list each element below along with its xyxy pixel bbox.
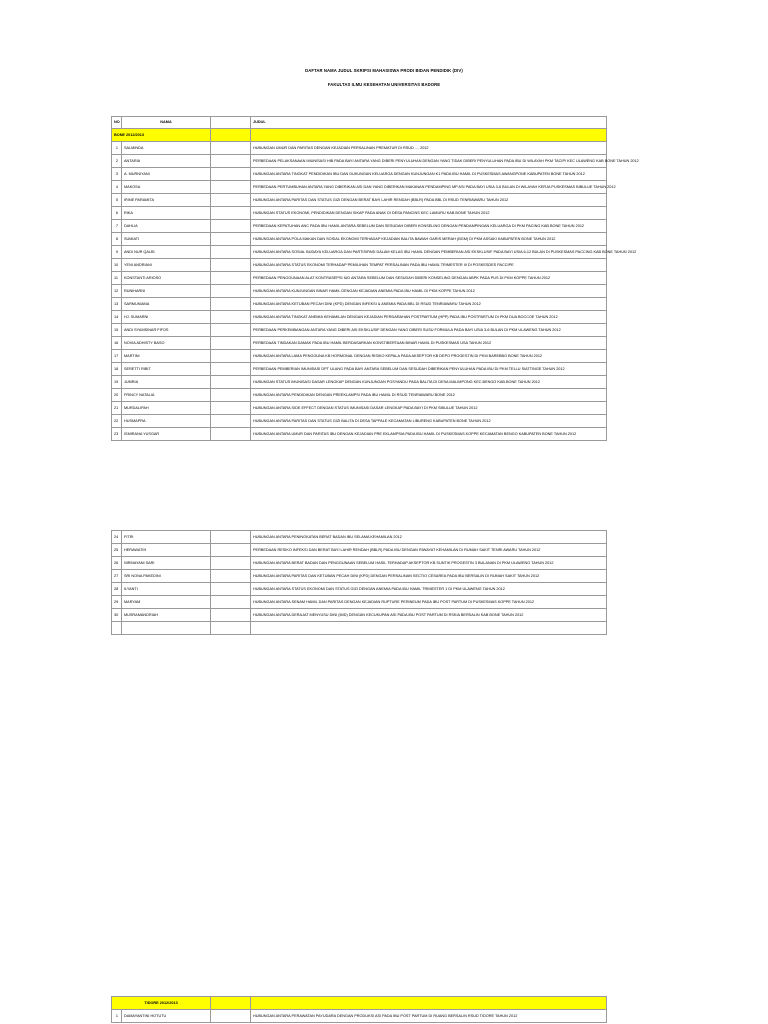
row-judul: PERBEDAAN KEPATUHAN ANC PADA IBU HAMIL ANTARA SEBELUM DAN SESUDAH DIBERI KONSELING DENGAN PENDAMPINGAN KELUARGA DI PKM PACING KAB BONE TAHUN 2012: [251, 220, 607, 233]
row-empty: [211, 557, 251, 570]
row-empty: [211, 311, 251, 324]
table-row: [112, 363, 607, 376]
row-empty: [211, 337, 251, 350]
row-number: 18: [112, 363, 122, 376]
row-number: 26: [112, 557, 122, 570]
row-nama: ANTARIA: [122, 155, 211, 168]
row-nama: SUMIATI: [122, 233, 211, 246]
row-nama: NOVIA ADHISTY BASO: [122, 337, 211, 350]
row-number: 4: [112, 181, 122, 194]
row-judul: HUBUNGAN ANTARA PENINGKATAN BERAT BADAN IBU SELAMA KEHAMILAN 2012: [251, 531, 607, 544]
row-nama: MAKOSA: [122, 181, 211, 194]
row-judul: HUBUNGAN STATUS EKONOMI, PENDIDIKAN DENGAN SIKAP PADA ANAK DI DESA PANCINS KEC LAMURU KAB BONE TAHUN 2012: [251, 207, 607, 220]
table-row: [112, 155, 607, 168]
row-empty: [211, 272, 251, 285]
row-judul: HUBUNGAN ANTARA TINGKAT ANEMIA KEHAMILAN DENGAN KEJADIAN PERDARAHAN POSTPARTUM (HPP) PADA IBU POSTPARTUM DI PKM DUA BOCCOE TAHUN 2012: [251, 311, 607, 324]
row-nama: JUMRIA: [122, 376, 211, 389]
row-judul: PERBEDAAN PEMBERIAN IMUNISASI DPT ULANG PADA BAYI ANTARA SEBELUM DAN SESUDAH DIBERIKAN PENYULUHAN PADA IBU DI PKM TELLU SIATTINGE TAHUN 2012: [251, 363, 607, 376]
section-label: TIDORE 2012/2013: [112, 997, 211, 1010]
row-nama: KONSTANTI ARIOSO: [122, 272, 211, 285]
row-judul: HUBUNGAN ANTARA PERAWATAN PAYUDARA DENGAN PRODUKSI ASI PADA IBU POST PARTUM DI RUANG BERSALIN RSUD TIDORE TAHUN 2012: [251, 1010, 607, 1023]
row-number: 27: [112, 570, 122, 583]
row-nama: HERAWATIH: [122, 544, 211, 557]
table-row: [112, 246, 607, 259]
table-row: [112, 402, 607, 415]
row-judul: PERBEDAAN TINDAKAN DAMAK PADA IBU HAMIL BERDASARKAN KONSTIBERTAAN BINAR HAMIL DI PUSKESMAS USA TAHUN 2012: [251, 337, 607, 350]
page-title: DAFTAR NAMA JUDUL SKRIPSI MAHASISWA PRODI BIDAN PENDIDIK (DIV): [305, 68, 463, 73]
table-row: [112, 609, 607, 622]
table-row: [112, 376, 607, 389]
table-row: [112, 207, 607, 220]
row-empty: [211, 285, 251, 298]
row-nama: RUNIHARNI: [122, 285, 211, 298]
row-nama: ANDI NUR QALBI: [122, 246, 211, 259]
row-judul: PERBEDAAN RESIKO INFEKSI DAN BERAT BAYI LAHIR RENDAH (BBLR) PADA IBU DENGAN RIWAYAT KEHAMILAN DI RUMAH SAKIT TENRI AWARU TAHUN 2012: [251, 544, 607, 557]
table-row: [112, 415, 607, 428]
row-judul: HUBUNGAN UMUR DAN PARITAS DENGAN KEJADIAN PERSALINAN PREMATUR DI RSUD .... 2012: [251, 142, 607, 155]
table-row: [112, 350, 607, 363]
table-row: [112, 285, 607, 298]
table-row: [112, 1010, 607, 1023]
table-row: [112, 428, 607, 441]
table-row: [112, 311, 607, 324]
table-row: [112, 337, 607, 350]
table-row: [112, 583, 607, 596]
thesis-table-bone-continued: [111, 530, 607, 635]
blank-row: [112, 622, 607, 635]
row-empty: [211, 1010, 251, 1023]
row-nama: MARYAM: [122, 596, 211, 609]
row-empty: [211, 350, 251, 363]
row-number: 12: [112, 285, 122, 298]
row-empty: [211, 259, 251, 272]
table-row: [112, 596, 607, 609]
section-label: BONE 2012/2013: [112, 129, 211, 142]
row-nama: FRINCY NATALIA: [122, 389, 211, 402]
row-empty: [211, 415, 251, 428]
row-judul: HUBUNGAN ANTARA STATUS EKONOMI DAN STATUS GIZI DENGAN ANEMIA PADA IBU HAMIL TRIMESTER 1 DI PKM ULAWENG TAHUN 2012: [251, 583, 607, 596]
table-row: [112, 324, 607, 337]
row-number: 8: [112, 233, 122, 246]
row-empty: [211, 194, 251, 207]
row-empty: [211, 570, 251, 583]
row-nama: NIRMAYANI SARI: [122, 557, 211, 570]
row-empty: [211, 609, 251, 622]
row-empty: [211, 181, 251, 194]
row-judul: PERBEDAAN PELAKSANAAN IMUNISASI HIB PADA BAYI ANTARA YANG DIBERI PENYULUHAN DENGAN YANG TIDAK DIBERI PENYULUHAN PADA IBU DI WILAYAH PKM TACIPI KEC ULAWENG KAB BONE TAHUN 2012: [251, 155, 607, 168]
row-number: 10: [112, 259, 122, 272]
row-judul: HUBUNGAN ANTARA BERAT BADAN DAN PENGGUNAAN SEBELUM HASIL TERHADAP AKSEPTOR KB SUNTIK PROGESTIN 3 BULANAN DI PKM ULAWENG TAHUN 2012: [251, 557, 607, 570]
row-number: 24: [112, 531, 122, 544]
row-empty: [211, 402, 251, 415]
row-number: 7: [112, 220, 122, 233]
row-empty: [211, 324, 251, 337]
row-judul: HUBUNGAN ANTARA DERAJAT MENYUSU DINI (IMD) DENGAN KECUKUPAN ASI PADA IBU POST PARTUM DI RSKIA BERSALIN KAB BONE TAHUN 2012: [251, 609, 607, 622]
row-empty: [211, 583, 251, 596]
row-nama: ILYANTI: [122, 583, 211, 596]
table-row: [112, 557, 607, 570]
row-number: 14: [112, 311, 122, 324]
header-no: NO: [112, 117, 122, 129]
row-empty: [211, 428, 251, 441]
row-number: 23: [112, 428, 122, 441]
row-nama: MUSRAMANDRIAH: [122, 609, 211, 622]
row-empty: [211, 207, 251, 220]
row-nama: ISMIRANA YUSGAR: [122, 428, 211, 441]
row-judul: HUBUNGAN ANTARA UMUR DAN PARITAS IBU DENGAN KEJADIAN PRE EKLAMPSIA PADA IBU HAMIL DI PUSKESMAS KOPPE KECAMATAN BENGO KABUPATEN BONE TAHUN 2012: [251, 428, 607, 441]
row-judul: HUBUNGAN ANTARA TINGKAT PENDIDIKAN IBU DAN DUKUNGAN KELUARGA DENGAN KUNJUNGAN K1 PADA IBU HAMIL DI PUSKESMAS AWANGPONE KABUPATEN BONE TAHUN 2012: [251, 168, 607, 181]
row-empty: [211, 168, 251, 181]
row-judul: PERBEDAAN PERTUMBUHAN ANTARA YANG DIBERIKAN ASI DAN YANG DIBERIKAN MAKANAN PENDAMPING MP ASI PADA BAYI USIA 3-6 BULAN DI WILAYAH KERJA PUSKESMAS BIBULUE TAHUN 2012: [251, 181, 607, 194]
row-empty: [211, 596, 251, 609]
row-judul: HUBUNGAN ANTARA SENAM HAMIL DAN PARITAS DENGAN KEJADIAN RUPTURE PERINEUM PADA IBU POST PARTUM DI PUSKESMAS KOPPE TAHUN 2012: [251, 596, 607, 609]
row-judul: HUBUNGAN ANTARA KUNJUNGAN BINAR HAMIL DENGAN KEJADIAN ANEMIA PADA IBU HAMIL DI PKM KOPPE TAHUN 2012: [251, 285, 607, 298]
row-empty: [211, 246, 251, 259]
row-judul: HUBUNGAN ANTARA STATUS EKONOMI TERHADAP PEMILIHAN TEMPAT PERSALINAN PADA IBU HAMIL TRIMESTER III DI POSKESDES PACCIPE: [251, 259, 607, 272]
row-number: 13: [112, 298, 122, 311]
row-nama: HUSMAPRA: [122, 415, 211, 428]
section-row-bone: [112, 129, 607, 142]
row-nama: MARTINI: [122, 350, 211, 363]
row-empty: [211, 531, 251, 544]
row-number: 11: [112, 272, 122, 285]
row-empty: [211, 142, 251, 155]
table-row: [112, 233, 607, 246]
page-subtitle: FAKULTAS ILMU KESEHATAN UNIVERSITAS BADORE: [327, 82, 441, 87]
row-nama: FITRI: [122, 531, 211, 544]
table-row: [112, 220, 607, 233]
row-number: 30: [112, 609, 122, 622]
header-empty: [211, 117, 251, 129]
row-empty: [211, 233, 251, 246]
row-number: 25: [112, 544, 122, 557]
table-row: [112, 531, 607, 544]
table-row: [112, 168, 607, 181]
row-number: 9: [112, 246, 122, 259]
row-nama: ANDI SYAMSINAR FIFOS: [122, 324, 211, 337]
table-row: [112, 389, 607, 402]
row-judul: HUBUNGAN ANTARA SOSIAL BUDAYA KELUARGA DAN PARTISIPASI DALAM KELAS IBU HAMIL DENGAN PEMBERIAN ASI EKSKLUSIF PADA BAYI USIA 6-12 BULAN DI PUSKESMAS PACCING KAB BONE TAHUN 2012: [251, 246, 607, 259]
row-number: 16: [112, 337, 122, 350]
row-number: 15: [112, 324, 122, 337]
row-empty: [211, 544, 251, 557]
row-empty: [211, 363, 251, 376]
row-nama: SRI NONA PAKEDINI: [122, 570, 211, 583]
row-judul: HUBUNGAN ANTARA PARITAS DAN STATUS GIZI BALITA DI DESA TAPPALE KECAMATAN LIBURENG KABUPATEN BONE TAHUN 2012: [251, 415, 607, 428]
row-number: 17: [112, 350, 122, 363]
thesis-table-bone: [111, 116, 639, 441]
row-nama: SERETTI RIBIT: [122, 363, 211, 376]
row-number: 3: [112, 168, 122, 181]
row-number: 6: [112, 207, 122, 220]
row-judul: PERBEDAAN PENGGUNAAN ALAT KONTRASEPSI IUD ANTARA SEBELUM DAN SESUDAH DIBERI KONSELING DENGAN ABPK PADA PUS DI PKM KOPPE TAHUN 2012: [251, 272, 607, 285]
row-empty: [211, 220, 251, 233]
table-row: [112, 142, 607, 155]
row-number: 1: [112, 142, 122, 155]
table-row: [112, 544, 607, 557]
table-header-row: [112, 117, 607, 129]
row-number: 22: [112, 415, 122, 428]
row-nama: A. MURNIYANI: [122, 168, 211, 181]
row-number: 19: [112, 376, 122, 389]
row-judul: HUBUNGAN STATUS IMUNISASI DASAR LENGKAP DENGAN KUNJUNGAN POSYANDU PADA BALITA DI DESA MALIMPONG KEC.BENGO KAB.BONE TAHUN 2012: [251, 376, 607, 389]
row-empty: [211, 155, 251, 168]
row-number: 29: [112, 596, 122, 609]
row-number: 1: [112, 1010, 122, 1023]
row-judul: HUBUNGAN ANTARA PENDIDIKAN DENGAN PREEKLAMPSI PADA IBU HAMIL DI RSUD TENRIAWARU BONE 2012: [251, 389, 607, 402]
row-nama: RIKA: [122, 207, 211, 220]
row-nama: DAMAYANTINI HOTUTU: [122, 1010, 211, 1023]
header-nama: NAMA: [122, 117, 211, 129]
row-nama: SARMUNIANA: [122, 298, 211, 311]
row-judul: PERBEDAAN PERKEMBANGAN ANTARA YANG DIBERI ASI EKSKLUSIF DENGAN YANG DIBERI SUSU FORMULA PADA BAYI USIA 3-6 BULAN DI PKM ULAWENG TAHUN 2012: [251, 324, 607, 337]
row-number: 28: [112, 583, 122, 596]
row-empty: [211, 389, 251, 402]
row-nama: SALMINDA: [122, 142, 211, 155]
thesis-table-tidore: [111, 996, 607, 1023]
row-judul: HUBUNGAN ANTARA POLA MAKAN DAN SOSIAL EKONOMI TERHADAP KEJADIAN BALITA BAWAH GARIS MERAH (BGM) DI PKM ASSAKI KABUPATEN BONE TAHUN 2012: [251, 233, 607, 246]
section-row-tidore: [112, 997, 607, 1010]
table-row: [112, 194, 607, 207]
row-number: 21: [112, 402, 122, 415]
row-judul: HUBUNGAN ANTARA SIDE EFFECT DENGAN STATUS IMUNISASI DASAR LENGKAP PADA BAYI DI PKM SIBULUE TAHUN 2012: [251, 402, 607, 415]
row-empty: [211, 376, 251, 389]
row-judul: HUBUNGAN ANTARA PARITAS DAN KETUBAN PECAH DINI (KPD) DENGAN PERSALINAN SECTIO CESAREA PADA IBU BERSALIN DI RUMAH SAKIT TAHUN 2012: [251, 570, 607, 583]
row-number: 2: [112, 155, 122, 168]
row-judul: HUBUNGAN ANTARA LAMA PENGGUNA KB HORMONAL DENGAN RISIKO KEPALA PADA AKSEPTOR KB DEPO PROGESTIN DI PKM BAREBBO BONE TAHUN 2012: [251, 350, 607, 363]
row-empty: [211, 298, 251, 311]
table-row: [112, 181, 607, 194]
header-judul: JUDUL: [251, 117, 607, 129]
row-nama: MURDALIPAH: [122, 402, 211, 415]
row-number: 5: [112, 194, 122, 207]
row-nama: HJ. SUMARNI: [122, 311, 211, 324]
table-row: [112, 272, 607, 285]
row-judul: HUBUNGAN ANTARA PARITAS DAN STATUS GIZI DENGAN BERAT BAYI LAHIR RENDAH (BBLR) PADA BBL DI RSUD TENRIAWARU TAHUN 2012: [251, 194, 607, 207]
table-row: [112, 298, 607, 311]
row-nama: YENI ANDRIANI: [122, 259, 211, 272]
table-row: [112, 570, 607, 583]
row-nama: DAHLIA: [122, 220, 211, 233]
row-number: 20: [112, 389, 122, 402]
row-judul: HUBUNGAN ANTARA KETUBAN PECAH DINI (KPD) DENGAN INFEKSI & ANEMIA PADA BBL DI RSUD TENRIAWARU TAHUN 2012: [251, 298, 607, 311]
row-nama: IRINE PARAMITA: [122, 194, 211, 207]
table-row: [112, 259, 607, 272]
